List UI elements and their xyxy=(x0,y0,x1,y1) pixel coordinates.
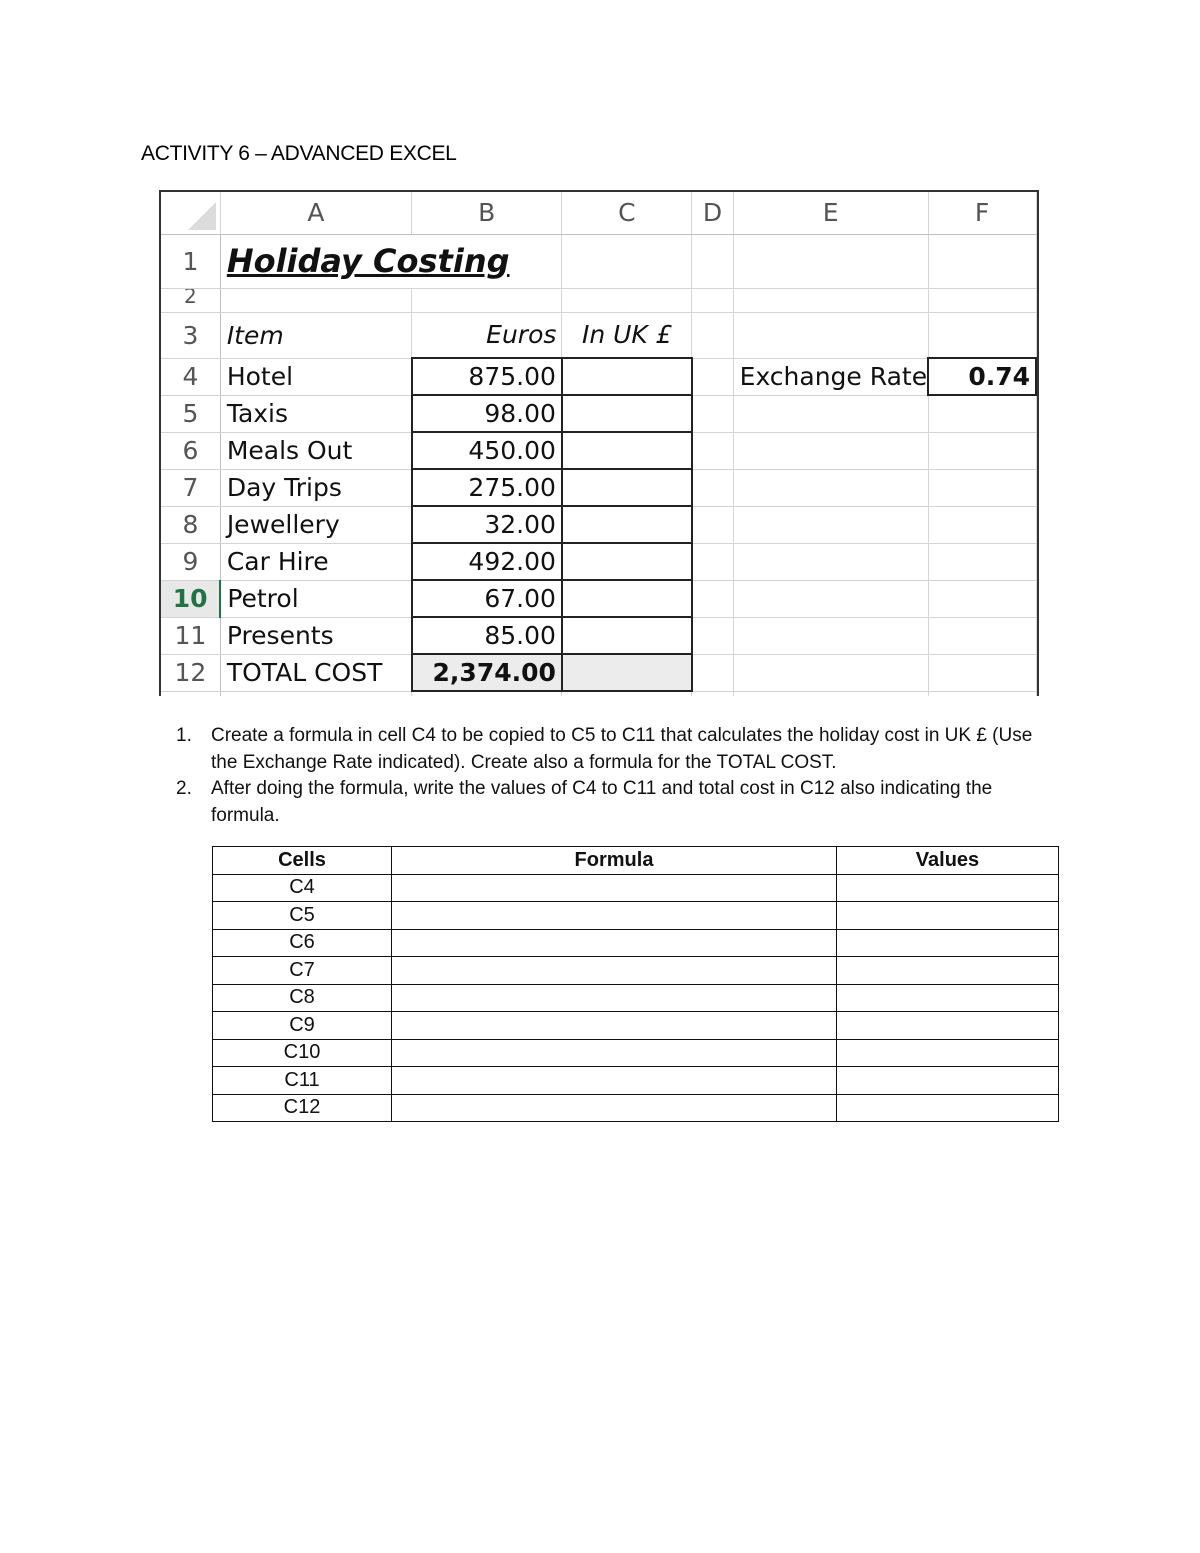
instruction-text: After doing the formula, write the values of C4 to C11 and total cost in C12 also indicating the formula. xyxy=(211,778,993,826)
page-title: ACTIVITY 6 – ADVANCED EXCEL xyxy=(141,142,457,165)
table-row xyxy=(213,1094,1059,1122)
cell[interactable] xyxy=(692,288,733,312)
cell[interactable] xyxy=(733,506,928,543)
table-row xyxy=(213,1039,1059,1067)
total-uk-cell[interactable] xyxy=(562,654,692,691)
cell-ref: C10 xyxy=(213,1039,392,1067)
item-name-cell[interactable]: Presents xyxy=(220,617,411,654)
euros-cell[interactable]: 85.00 xyxy=(412,617,562,654)
item-name-cell[interactable]: Hotel xyxy=(220,358,411,395)
cell-ref: C11 xyxy=(213,1067,392,1095)
exchange-rate-value[interactable]: 0.74 xyxy=(928,358,1036,395)
cell[interactable] xyxy=(928,506,1036,543)
uk-cell[interactable] xyxy=(562,432,692,469)
total-euros-cell[interactable]: 2,374.00 xyxy=(412,654,562,691)
cell[interactable] xyxy=(692,234,733,288)
cell[interactable] xyxy=(928,654,1036,691)
table-row xyxy=(213,984,1059,1012)
column-header-e[interactable]: E xyxy=(733,192,928,234)
answer-header-values: Values xyxy=(837,847,1059,875)
row-number[interactable]: 12 xyxy=(161,654,220,691)
answer-table xyxy=(212,846,1059,1122)
row-number[interactable]: 7 xyxy=(161,469,220,506)
cell[interactable] xyxy=(928,312,1036,358)
row-number xyxy=(161,691,220,696)
cell[interactable] xyxy=(733,654,928,691)
euros-cell[interactable]: 492.00 xyxy=(412,543,562,580)
cell-ref: C12 xyxy=(213,1094,392,1122)
cell xyxy=(220,691,411,696)
uk-cell[interactable] xyxy=(562,543,692,580)
cell[interactable] xyxy=(733,234,928,288)
cell[interactable] xyxy=(692,358,733,395)
row-number[interactable]: 3 xyxy=(161,312,220,358)
cell[interactable] xyxy=(562,288,692,312)
value-cell[interactable] xyxy=(837,1012,1059,1040)
excel-screenshot xyxy=(159,190,1039,696)
column-header-a[interactable]: A xyxy=(220,192,411,234)
table-row xyxy=(213,1067,1059,1095)
formula-cell[interactable] xyxy=(392,1039,837,1067)
row-number[interactable]: 9 xyxy=(161,543,220,580)
row-number[interactable]: 8 xyxy=(161,506,220,543)
formula-cell[interactable] xyxy=(392,1094,837,1122)
column-header-b[interactable]: B xyxy=(412,192,562,234)
item-name-cell[interactable]: Day Trips xyxy=(220,469,411,506)
spreadsheet-grid xyxy=(161,192,1037,696)
answer-header-cells: Cells xyxy=(213,847,392,875)
item-name-cell[interactable]: Petrol xyxy=(220,580,411,617)
cell[interactable] xyxy=(733,617,928,654)
formula-cell[interactable] xyxy=(392,874,837,902)
cell[interactable] xyxy=(928,432,1036,469)
value-cell[interactable] xyxy=(837,1039,1059,1067)
value-cell[interactable] xyxy=(837,957,1059,985)
uk-cell[interactable] xyxy=(562,506,692,543)
uk-cell[interactable] xyxy=(562,469,692,506)
cell xyxy=(412,691,562,696)
cell-ref: C7 xyxy=(213,957,392,985)
uk-cell[interactable] xyxy=(562,358,692,395)
cell[interactable] xyxy=(692,580,733,617)
row-number[interactable]: 11 xyxy=(161,617,220,654)
value-cell[interactable] xyxy=(837,874,1059,902)
cell[interactable] xyxy=(692,395,733,432)
cell[interactable] xyxy=(733,395,928,432)
instruction-number: 1. xyxy=(176,725,192,746)
cell xyxy=(692,691,733,696)
cell[interactable] xyxy=(692,312,733,358)
euros-cell[interactable]: 875.00 xyxy=(412,358,562,395)
cell xyxy=(928,691,1036,696)
formula-cell[interactable] xyxy=(392,1012,837,1040)
select-all-corner[interactable] xyxy=(161,192,220,234)
cell[interactable] xyxy=(692,469,733,506)
row-number[interactable]: 2 xyxy=(161,288,220,312)
cell[interactable] xyxy=(733,469,928,506)
cell[interactable] xyxy=(412,288,562,312)
sheet-heading[interactable]: Holiday Costing xyxy=(220,234,562,288)
instruction-number: 2. xyxy=(176,778,192,799)
formula-cell[interactable] xyxy=(392,929,837,957)
value-cell[interactable] xyxy=(837,929,1059,957)
row-number[interactable]: 5 xyxy=(161,395,220,432)
euros-cell[interactable]: 450.00 xyxy=(412,432,562,469)
item-name-cell[interactable]: Taxis xyxy=(220,395,411,432)
instructions-list xyxy=(172,723,1052,829)
uk-cell[interactable] xyxy=(562,395,692,432)
column-header-c[interactable]: C xyxy=(562,192,692,234)
cell[interactable] xyxy=(562,234,692,288)
uk-header[interactable]: In UK £ xyxy=(562,312,692,358)
cell[interactable] xyxy=(733,432,928,469)
cell[interactable] xyxy=(928,234,1036,288)
value-cell[interactable] xyxy=(837,902,1059,930)
cell[interactable] xyxy=(692,432,733,469)
cell-ref: C4 xyxy=(213,874,392,902)
cell[interactable] xyxy=(928,469,1036,506)
cell xyxy=(562,691,692,696)
cell[interactable] xyxy=(220,288,411,312)
cell[interactable] xyxy=(733,312,928,358)
row-number[interactable]: 1 xyxy=(161,234,220,288)
euros-header[interactable]: Euros xyxy=(412,312,562,358)
item-name-cell[interactable]: Meals Out xyxy=(220,432,411,469)
formula-cell[interactable] xyxy=(392,1067,837,1095)
euros-cell[interactable]: 67.00 xyxy=(412,580,562,617)
cell[interactable] xyxy=(692,543,733,580)
cell-ref: C6 xyxy=(213,929,392,957)
instruction-text: Create a formula in cell C4 to be copied to C5 to C11 that calculates the holiday cost in UK £ (Use the Exchange Rate indicated). Create also a formula for the TOTAL COST. xyxy=(211,725,1033,773)
table-row xyxy=(213,957,1059,985)
cell[interactable] xyxy=(733,580,928,617)
column-header-d[interactable]: D xyxy=(692,192,733,234)
cell[interactable] xyxy=(928,580,1036,617)
cell[interactable] xyxy=(928,543,1036,580)
cell-ref: C5 xyxy=(213,902,392,930)
table-row xyxy=(213,1012,1059,1040)
instruction-item xyxy=(172,723,1052,776)
formula-cell[interactable] xyxy=(392,902,837,930)
cell-ref: C9 xyxy=(213,1012,392,1040)
row-number-selected[interactable]: 10 xyxy=(161,580,220,617)
item-name-cell[interactable]: Car Hire xyxy=(220,543,411,580)
cell xyxy=(733,691,928,696)
item-header[interactable]: Item xyxy=(220,312,411,358)
item-name-cell[interactable]: Jewellery xyxy=(220,506,411,543)
table-row xyxy=(213,902,1059,930)
euros-cell[interactable]: 32.00 xyxy=(412,506,562,543)
answer-header-formula: Formula xyxy=(392,847,837,875)
euros-cell[interactable]: 98.00 xyxy=(412,395,562,432)
cell[interactable] xyxy=(692,617,733,654)
uk-cell[interactable] xyxy=(562,580,692,617)
cell[interactable] xyxy=(928,288,1036,312)
cell[interactable] xyxy=(692,506,733,543)
cell-ref: C8 xyxy=(213,984,392,1012)
cell[interactable] xyxy=(733,288,928,312)
value-cell[interactable] xyxy=(837,984,1059,1012)
total-label-cell[interactable]: TOTAL COST xyxy=(220,654,411,691)
table-row xyxy=(213,929,1059,957)
formula-cell[interactable] xyxy=(392,957,837,985)
cell[interactable] xyxy=(692,654,733,691)
row-number[interactable]: 4 xyxy=(161,358,220,395)
euros-cell[interactable]: 275.00 xyxy=(412,469,562,506)
value-cell[interactable] xyxy=(837,1094,1059,1122)
value-cell[interactable] xyxy=(837,1067,1059,1095)
formula-cell[interactable] xyxy=(392,984,837,1012)
exchange-rate-label[interactable]: Exchange Rate xyxy=(733,358,928,395)
cell[interactable] xyxy=(928,617,1036,654)
column-header-f[interactable]: F xyxy=(928,192,1036,234)
table-row xyxy=(213,874,1059,902)
instruction-item xyxy=(172,776,1052,829)
cell[interactable] xyxy=(733,543,928,580)
uk-cell[interactable] xyxy=(562,617,692,654)
cell[interactable] xyxy=(928,395,1036,432)
row-number[interactable]: 6 xyxy=(161,432,220,469)
